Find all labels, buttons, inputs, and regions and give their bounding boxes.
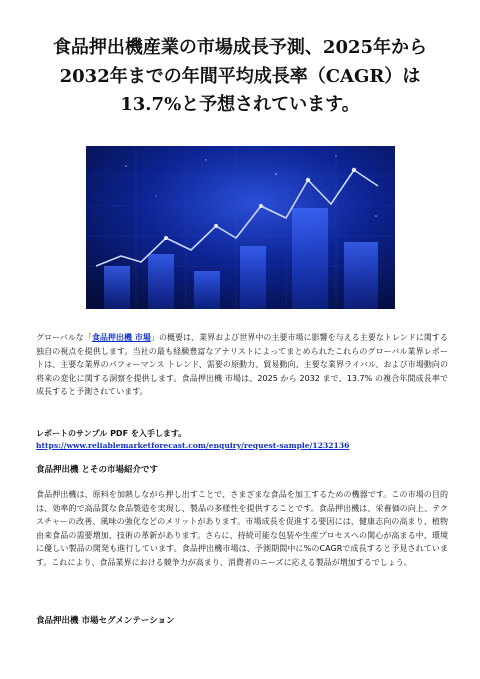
market-keyword-link[interactable]: 食品押出機 市場 (91, 333, 151, 342)
page-title (30, 34, 450, 120)
intro-paragraph (36, 331, 448, 399)
section-heading-segmentation: 食品押出機 市場セグメンテーション (36, 616, 175, 626)
sample-request-block (36, 428, 448, 452)
sample-request-link[interactable]: https://www.reliablemarketforecast.com/enquiry/request-sample/1232136 (36, 441, 350, 450)
title-line-1: 食品押出機産業の市場成長予測、2025年から (52, 37, 428, 58)
introduction-paragraph: 食品押出機は、原料を加熱しながら押し出すことで、さまざまな食品を加工するための機器です。この市場の目的は、効率的で高品質な食品製造を実現し、製品の多様性を提供することです。食品押出機は、栄養価の向上、テクスチャーの改善、風味の強化などのメリットがあります。市場成長を促進する要因には、健康志向の高まり、植物由来食品の需要増加、技術の革新があります。さらに、持続可能な包装や生産プロセスへの関心が高まる中、環境に優しい製品の開発も進行しています。食品押出機市場は、予測期間中に%のCAGRで成長すると予見されています。これにより、食品業界における競争力が高まり、消費者のニーズに応える製品が増加するでしょう。 (36, 490, 448, 567)
market-growth-image (86, 146, 395, 309)
sample-request-title: レポートのサンプル PDF を入手します。 (36, 429, 187, 438)
section-heading-introduction: 食品押出機 とその市場紹介です (36, 465, 158, 475)
title-line-2: 2032年までの年間平均成長率（CAGR）は (59, 65, 421, 87)
title-line-3: 13.7%と予想されています。 (120, 94, 360, 115)
intro-prefix: グローバルな「 (36, 333, 92, 342)
intro-body: 」の概要は、業界および世界中の主要市場に影響を与える主要なトレンドに関する独自の視点を提供します。当社の最も経験豊富なアナリストによってまとめられたこれらのグローバル業界レポートは、主要な業界のパフォーマンス トレンド、需要の原動力、貿易動向、主要な業界ライバル、および市場動向の将来の変化に関する洞察を提供します。食品押出機 市場は、2025 から 2032 まで、13.7% の複合年間成長率で成長すると予測されています。 (36, 333, 448, 397)
